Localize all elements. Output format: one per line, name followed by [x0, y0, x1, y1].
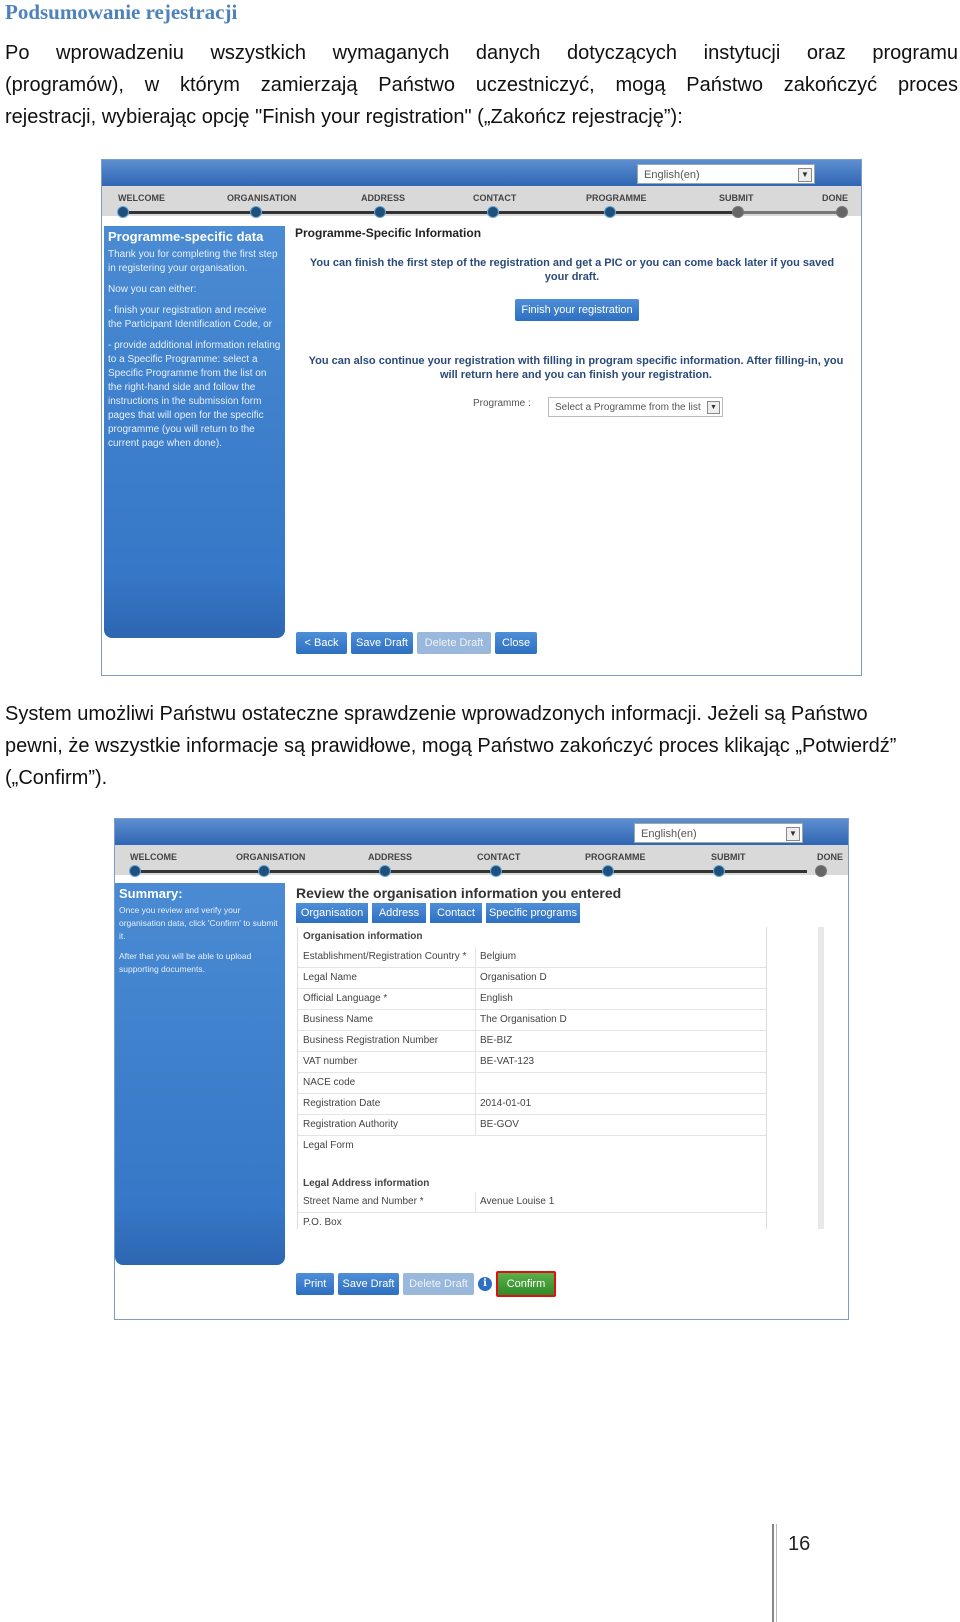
delete-draft-button[interactable]: Delete Draft: [417, 632, 491, 654]
step-organisation: ORGANISATION: [236, 852, 306, 862]
sidebar-text: - provide additional information relating to a Specific Programme: select a Specific Programme from the list on the right-hand side and follow the instructions in the submission form pages that will open for the specific programme (you will return to the current page when done).: [108, 340, 281, 449]
table-row: [298, 1192, 766, 1213]
tab-specific-programs[interactable]: Specific programs: [486, 903, 580, 923]
field-label: P.O. Box: [303, 1217, 342, 1228]
field-value: Belgium: [480, 951, 517, 962]
progress-line: [135, 870, 807, 873]
step-dot: [250, 206, 262, 218]
step-programme: PROGRAMME: [586, 193, 647, 203]
step-programme: PROGRAMME: [585, 852, 646, 862]
section-heading: Programme-Specific Information: [295, 226, 482, 240]
table-row: [298, 1136, 766, 1156]
field-label: NACE code: [303, 1077, 356, 1088]
step-done: DONE: [817, 852, 844, 862]
review-title: Review the organisation information you entered: [296, 885, 622, 901]
field-label: Registration Date: [303, 1098, 381, 1109]
chevron-down-icon: ▼: [786, 827, 800, 841]
intro-line: Po wprowadzeniu wszystkich wymaganych danych dotyczących instytucji oraz programu: [5, 42, 958, 64]
section-heading: Legal Address information: [303, 1178, 430, 1189]
sidebar-text: Thank you for completing the first step in registering your organisation.: [108, 249, 278, 274]
review-table: [297, 927, 767, 1229]
field-value: English: [480, 993, 513, 1004]
page-rule: [772, 1524, 774, 1622]
table-row: [298, 1073, 766, 1094]
field-label: VAT number: [303, 1056, 358, 1067]
table-row: [298, 968, 766, 989]
field-label: Street Name and Number *: [303, 1196, 424, 1207]
field-label: Business Registration Number: [303, 1035, 439, 1046]
step-dot: [379, 865, 391, 877]
field-label: Official Language *: [303, 993, 388, 1004]
step-dot: [117, 206, 129, 218]
delete-draft-button[interactable]: Delete Draft: [403, 1273, 474, 1295]
sidebar-title: Summary:: [119, 886, 183, 901]
programme-select[interactable]: [548, 397, 723, 417]
summary-line: („Confirm”).: [5, 767, 108, 789]
step-dot: [836, 206, 848, 218]
field-value: Avenue Louise 1: [480, 1196, 555, 1207]
step-address: ADDRESS: [368, 852, 413, 862]
step-welcome: WELCOME: [118, 193, 165, 203]
step-submit: SUBMIT: [719, 193, 754, 203]
step-dot: [713, 865, 725, 877]
step-welcome: WELCOME: [130, 852, 177, 862]
info-icon[interactable]: i: [478, 1277, 492, 1291]
field-value: Organisation D: [480, 972, 547, 983]
close-button[interactable]: Close: [495, 632, 537, 654]
field-value: BE-GOV: [480, 1119, 519, 1130]
sidebar-panel: [104, 226, 285, 638]
sidebar-title: Programme-specific data: [108, 229, 264, 244]
field-value: BE-VAT-123: [480, 1056, 535, 1067]
summary-line: pewni, że wszystkie informacje są prawidłowe, mogą Państwo zakończyć proces klikając „Potwierdź”: [5, 735, 897, 757]
programme-select-value: Select a Programme from the list: [555, 402, 701, 413]
intro-line: (programów), w którym zamierzają Państwo uczestniczyć, mogą Państwo zakończyć proces: [5, 74, 958, 96]
field-value: The Organisation D: [480, 1014, 567, 1025]
finish-registration-button[interactable]: Finish your registration: [515, 299, 639, 321]
step-dot: [487, 206, 499, 218]
progress-steps: [102, 186, 861, 216]
table-row: [298, 989, 766, 1010]
field-value: BE-BIZ: [480, 1035, 513, 1046]
field-label: Legal Form: [303, 1140, 354, 1151]
step-submit: SUBMIT: [711, 852, 746, 862]
chevron-down-icon: ▼: [707, 401, 720, 414]
back-button[interactable]: < Back: [296, 632, 347, 654]
page-number: 16: [788, 1533, 811, 1555]
sidebar-text: Now you can either:: [108, 284, 197, 295]
table-row: [298, 1052, 766, 1073]
sidebar-panel: [115, 883, 285, 1265]
table-row: [298, 1213, 766, 1233]
step-done: DONE: [822, 193, 849, 203]
language-value: English(en): [641, 828, 697, 840]
table-row: [298, 1115, 766, 1136]
step-dot: [604, 206, 616, 218]
field-label: Establishment/Registration Country *: [303, 951, 467, 962]
step-organisation: ORGANISATION: [227, 193, 297, 203]
continue-message: You can also continue your registration with filling in program specific information. After filling-in, you will return here and you can finish your registration.: [308, 355, 844, 381]
step-address: ADDRESS: [361, 193, 406, 203]
section-heading: Organisation information: [303, 931, 423, 942]
tab-address[interactable]: Address: [372, 903, 426, 923]
step-dot: [129, 865, 141, 877]
language-select[interactable]: [634, 823, 803, 843]
summary-line: System umożliwi Państwu ostateczne sprawdzenie wprowadzonych informacji. Jeżeli są Państwo: [5, 703, 868, 725]
confirm-button[interactable]: Confirm: [496, 1271, 556, 1297]
table-row: [298, 1031, 766, 1052]
sidebar-text: - finish your registration and receive the Participant Identification Code, or: [108, 305, 272, 330]
step-dot: [258, 865, 270, 877]
table-scrollbar[interactable]: [818, 927, 824, 1229]
language-value: English(en): [644, 169, 700, 181]
sidebar-text: Once you review and verify your organisation data, click 'Confirm' to submit it.: [119, 905, 278, 941]
step-dot: [732, 206, 744, 218]
field-label: Legal Name: [303, 972, 357, 983]
intro-line: rejestracji, wybierając opcję "Finish your registration" („Zakończ rejestrację”):: [5, 106, 683, 128]
step-dot: [815, 865, 827, 877]
table-row: [298, 1094, 766, 1115]
intro-paragraph: [5, 37, 958, 133]
step-contact: CONTACT: [473, 193, 517, 203]
programme-label: Programme :: [473, 398, 531, 409]
progress-steps: [115, 845, 848, 875]
table-row: [298, 947, 766, 968]
save-draft-button[interactable]: Save Draft: [351, 632, 413, 654]
tab-contact[interactable]: Contact: [430, 903, 482, 923]
screenshot-programme-specific: [101, 159, 862, 676]
step-dot: [374, 206, 386, 218]
step-dot: [490, 865, 502, 877]
step-contact: CONTACT: [477, 852, 521, 862]
sidebar-text: After that you will be able to upload supporting documents.: [119, 951, 252, 974]
summary-paragraph: [5, 698, 958, 794]
page-rule: [776, 1524, 777, 1622]
save-draft-button[interactable]: Save Draft: [338, 1273, 399, 1295]
progress-line-remaining: [738, 211, 842, 214]
language-select[interactable]: [637, 164, 815, 184]
field-label: Registration Authority: [303, 1119, 399, 1130]
field-value: 2014-01-01: [480, 1098, 532, 1109]
screenshot-review-summary: [114, 818, 849, 1320]
finish-message: You can finish the first step of the registration and get a PIC or you can come back later if you saved your draft.: [309, 257, 835, 283]
progress-line: [124, 211, 738, 214]
tab-organisation[interactable]: Organisation: [296, 903, 368, 923]
field-label: Business Name: [303, 1014, 374, 1025]
table-row: [298, 1010, 766, 1031]
step-dot: [602, 865, 614, 877]
print-button[interactable]: Print: [296, 1273, 334, 1295]
chevron-down-icon: ▼: [798, 168, 812, 182]
document-heading: Podsumowanie rejestracji: [5, 0, 238, 24]
